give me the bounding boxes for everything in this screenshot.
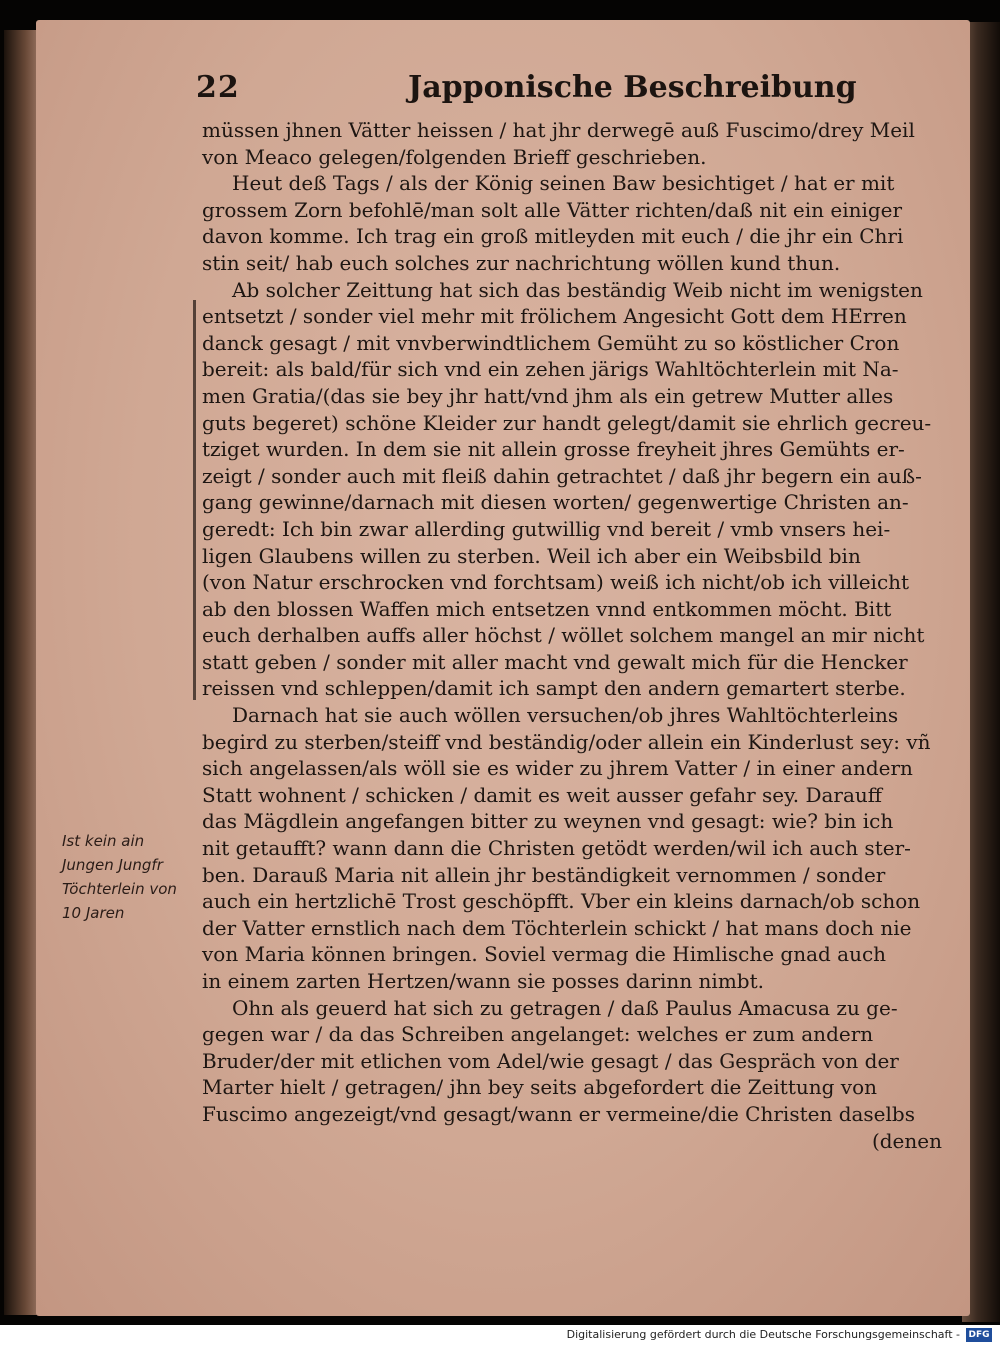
- text-line: ligen Glaubens willen zu sterben. Weil ich aber ein Weibsbild bin: [202, 543, 861, 568]
- text-line: müssen jhnen Vätter heissen / hat jhr derwegē auß Fuscimo/drey Meil: [202, 118, 915, 142]
- margin-note-line: Töchterlein von: [62, 880, 177, 898]
- text-line: Fuscimo angezeigt/vnd gesagt/wann er vermeine/die Christen daselbs: [202, 1101, 915, 1126]
- margin-note-line: Ist kein ain: [62, 832, 145, 850]
- text-line: nit getaufft? wann dann die Christen getödt werden/wil ich auch ster-: [202, 836, 911, 861]
- text-line: der Vatter ernstlich nach dem Töchterlein schickt / hat mans doch nie: [202, 915, 912, 940]
- text-line: tziget wurden. In dem sie nit allein grosse freyheit jhres Gemühts er-: [202, 437, 905, 462]
- text-line: entsetzt / sonder viel mehr mit frölichem Angesicht Gott dem HErren: [202, 304, 907, 329]
- handwritten-margin-note: [62, 830, 212, 950]
- text-line: ab den blossen Waffen mich entsetzen vnnd entkommen möcht. Bitt: [202, 596, 892, 621]
- text-line: davon komme. Ich trag ein groß mitleyden mit euch / die jhr ein Chri: [202, 224, 904, 249]
- text-line: bereit: als bald/für sich vnd ein zehen järigs Wahltöchterlein mit Na-: [202, 357, 899, 382]
- text-line: ben. Darauß Maria nit allein jhr beständigkeit vernommen / sonder: [202, 862, 886, 887]
- text-line: Heut deß Tags / als der König seinen Baw besichtiget / hat er mit: [232, 171, 895, 196]
- text-line: Marter hielt / getragen/ jhn bey seits abgefordert die Zeittung von: [202, 1075, 877, 1100]
- funding-notice: Digitalisierung gefördert durch die Deutsche Forschungsgemeinschaft -: [566, 1328, 960, 1341]
- text-line: men Gratia/(das sie bey jhr hatt/vnd jhm als ein getrew Mutter alles: [202, 383, 894, 408]
- text-line: statt geben / sonder mit aller macht vnd gewalt mich für die Hencker: [202, 649, 908, 674]
- text-line: Statt wohnent / schicken / damit es weit ausser gefahr sey. Darauff: [202, 782, 882, 807]
- text-line: (von Natur erschrocken vnd forchtsam) weiß ich nicht/ob ich villeicht: [202, 570, 910, 595]
- text-line: von Maria können bringen. Soviel vermag die Himlische gnad auch: [202, 942, 887, 967]
- text-line: begird zu sterben/steiff vnd beständig/oder allein ein Kinderlust sey: vñ: [202, 729, 931, 754]
- text-line: geredt: Ich bin zwar allerding gutwillig vnd bereit / vmb vnsers hei-: [202, 516, 891, 541]
- catchword: (denen: [871, 1128, 942, 1153]
- text-line: Darnach hat sie auch wöllen versuchen/ob jhres Wahltöchterleins: [232, 703, 899, 728]
- text-line: gang gewinne/darnach mit diesen worten/ gegenwertige Christen an-: [202, 490, 909, 515]
- text-line: danck gesagt / mit vnvberwindtlichem Gemüht zu so köstlicher Cron: [202, 330, 900, 355]
- text-line: zeigt / sonder auch mit fleiß dahin getrachtet / daß jhr begern ein auß-: [202, 463, 922, 488]
- text-line: guts begeret) schöne Kleider zur handt gelegt/damit sie ehrlich gecreu-: [202, 410, 932, 435]
- text-line: gegen war / da das Schreiben angelanget: welches er zum andern: [202, 1022, 874, 1047]
- footer-bar: [0, 1325, 1000, 1346]
- text-line: reissen vnd schleppen/damit ich sampt den andern gemartert sterbe.: [202, 676, 906, 701]
- text-line: Ohn als geuerd hat sich zu getragen / daß Paulus Amacusa zu ge-: [232, 995, 898, 1020]
- dfg-logo: DFG: [966, 1328, 992, 1342]
- text-line: auch ein hertzlichē Trost geschöpfft. Vber ein kleins darnach/ob schon: [202, 889, 921, 914]
- text-line: von Meaco gelegen/folgenden Brieff geschrieben.: [202, 144, 707, 169]
- text-line: das Mägdlein angefangen bitter zu weynen vnd gesagt: wie? bin ich: [202, 809, 894, 834]
- margin-bracket-mark: [193, 300, 196, 700]
- margin-note-line: Jungen Jungfr: [62, 856, 163, 874]
- text-line: in einem zarten Hertzen/wann sie posses darinn nimbt.: [202, 969, 764, 993]
- text-line: euch derhalben auffs aller höchst / wöllet solchem mangel an mir nicht: [202, 623, 925, 648]
- text-line: grossem Zorn befohlē/man solt alle Vätter richten/daß nit ein einiger: [202, 197, 903, 222]
- margin-note-line: 10 Jaren: [62, 904, 125, 922]
- body-text: [202, 117, 946, 1154]
- running-head: [196, 70, 857, 118]
- text-line: Ab solcher Zeittung hat sich das beständig Weib nicht im wenigsten: [232, 277, 923, 302]
- text-line: Bruder/der mit etlichen vom Adel/wie gesagt / das Gespräch von der: [202, 1048, 899, 1073]
- page-number: 22: [196, 70, 240, 105]
- text-line: sich angelassen/als wöll sie es wider zu jhrem Vatter / in einer andern: [202, 756, 913, 781]
- text-line: stin seit/ hab euch solches zur nachrichtung wöllen kund thun.: [202, 250, 841, 275]
- running-title: Japponische Beschreibung: [408, 70, 857, 105]
